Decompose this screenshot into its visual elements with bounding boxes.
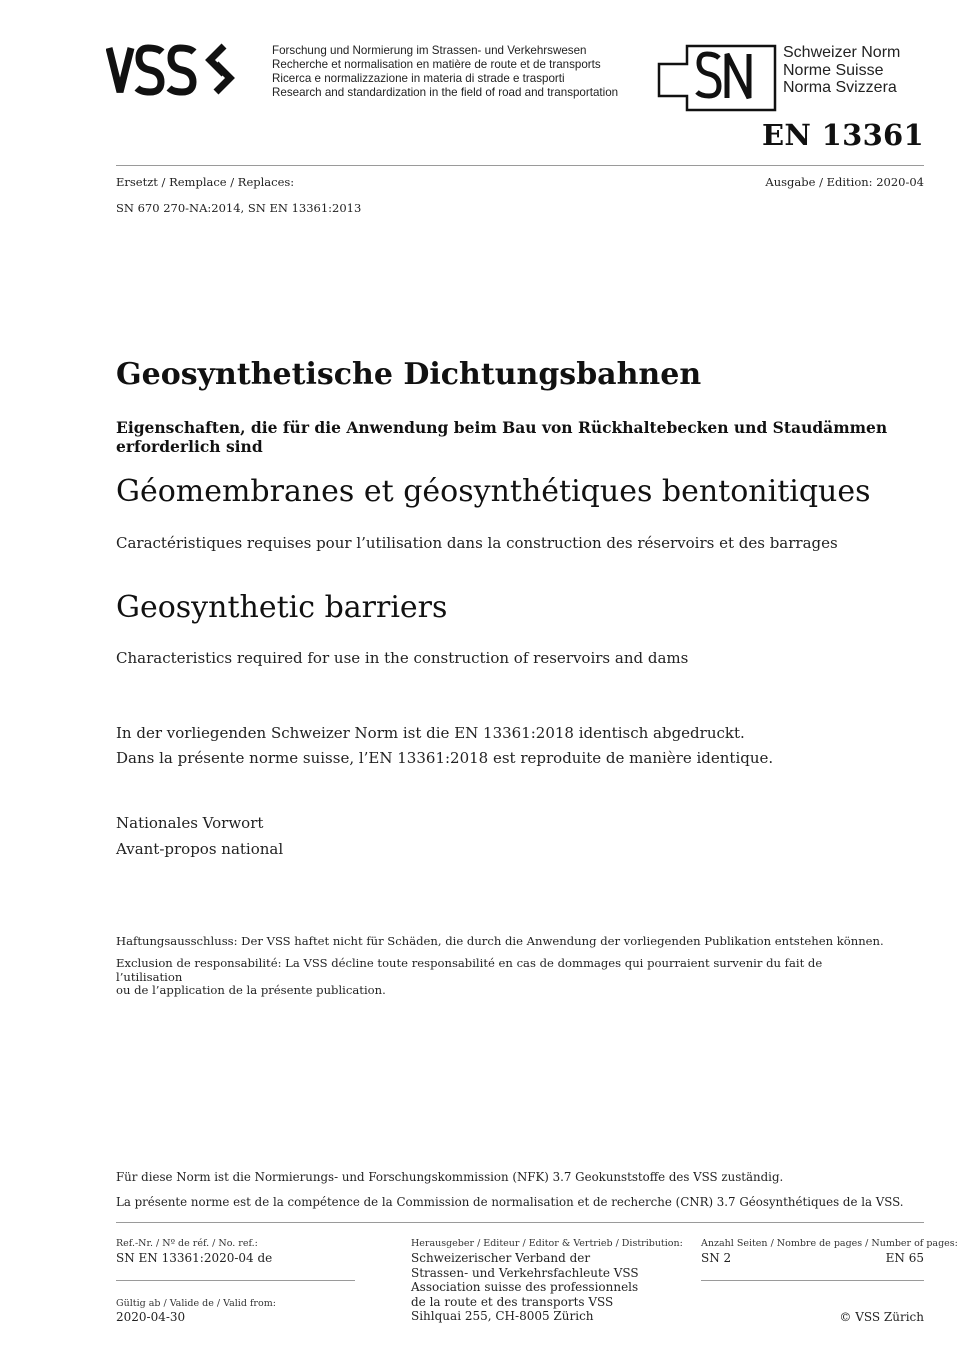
sn-names (783, 44, 900, 97)
sn-name-it: Norma Svizzera (783, 79, 897, 96)
publisher-address (411, 1251, 639, 1324)
sn-name-de: Schweizer Norm (783, 44, 901, 61)
foreword-heading-de: Nationales Vorwort (116, 814, 264, 832)
title-en: Geosynthetic barriers (116, 590, 448, 625)
valid-from-label: Gültig ab / Valide de / Valid from: (116, 1298, 276, 1309)
publisher-line: Strassen- und Verkehrsfachleute VSS (411, 1265, 639, 1280)
subtitle-en: Characteristics required for use in the construction of reservoirs and dams (116, 649, 689, 667)
disclaimer-de: Haftungsausschluss: Der VSS haftet nicht für Schäden, die durch die Anwendung der vorliegenden Publikation entstehen können. (116, 934, 884, 948)
subtitle-fr: Caractéristiques requises pour l’utilisation dans la construction des réservoirs et des barrages (116, 534, 838, 552)
vss-logo (106, 40, 238, 104)
disclaimer-fr (116, 957, 876, 998)
publisher-line: Schweizerischer Verband der (411, 1251, 591, 1265)
reprint-note-de: In der vorliegenden Schweizer Norm ist die EN 13361:2018 identisch abgedruckt. (116, 724, 745, 742)
edition-date: Ausgabe / Edition: 2020-04 (765, 175, 924, 189)
ref-label: Ref.-Nr. / Nº de réf. / No. ref.: (116, 1238, 258, 1249)
vss-tagline-line: Recherche et normalisation en matière de route et de transports (272, 58, 601, 71)
sn-name-fr: Norme Suisse (783, 61, 884, 79)
footer-col1-divider (116, 1280, 355, 1281)
ref-value: SN EN 13361:2020-04 de (116, 1251, 273, 1265)
reprint-note-fr: Dans la présente norme suisse, l’EN 13361:2018 est reproduite de manière identique. (116, 749, 774, 767)
disclaimer-fr-line: Exclusion de responsabilité: La VSS décline toute responsabilité en cas de dommages qui pourraient survenir du fait de l’utilisation (116, 956, 823, 984)
page-count-en: EN 65 (885, 1251, 924, 1265)
footer-divider (116, 1222, 924, 1223)
page-count-label: Anzahl Seiten / Nombre de pages / Number of pages: (701, 1238, 958, 1249)
subtitle-de: Eigenschaften, die für die Anwendung beim Bau von Rückhaltebecken und Staudämmen erforderlich sind (116, 418, 888, 456)
vss-tagline-line: Ricerca e normalizzazione in materia di strade e trasporti (272, 72, 565, 85)
publisher-line: Sihlquai 255, CH-8005 Zürich (411, 1309, 594, 1323)
foreword-heading-fr: Avant-propos national (116, 840, 284, 858)
page-count-sn: SN 2 (701, 1251, 732, 1265)
copyright: © VSS Zürich (839, 1310, 924, 1324)
sn-logo (657, 44, 777, 116)
vss-tagline-line: Research and standardization in the field of road and transportation (272, 86, 619, 99)
publisher-line: Association suisse des professionnels (411, 1280, 639, 1294)
valid-from-value: 2020-04-30 (116, 1310, 186, 1324)
footer-col3-divider (701, 1280, 924, 1281)
publisher-line: de la route et des transports VSS (411, 1294, 614, 1309)
norm-number: EN 13361 (762, 118, 924, 152)
replaces-value: SN 670 270-NA:2014, SN EN 13361:2013 (116, 201, 362, 215)
disclaimer-fr-line: ou de l’application de la présente publication. (116, 983, 386, 997)
divider (116, 165, 924, 166)
title-de: Geosynthetische Dichtungsbahnen (116, 357, 702, 392)
vss-tagline (272, 44, 618, 100)
vss-tagline-line: Forschung und Normierung im Strassen- und Verkehrswesen (272, 44, 587, 57)
publisher-label: Herausgeber / Editeur / Editor & Vertrieb / Distribution: (411, 1238, 683, 1249)
title-fr: Géomembranes et géosynthétiques bentonitiques (116, 474, 871, 509)
committee-note-fr: La présente norme est de la compétence de la Commission de normalisation et de recherche (CNR) 3.7 Géosynthétiques de la VSS. (116, 1195, 904, 1209)
replaces-label: Ersetzt / Remplace / Replaces: (116, 175, 295, 189)
committee-note-de: Für diese Norm ist die Normierungs- und Forschungskommission (NFK) 3.7 Geokunststoffe des VSS zuständig. (116, 1170, 784, 1184)
